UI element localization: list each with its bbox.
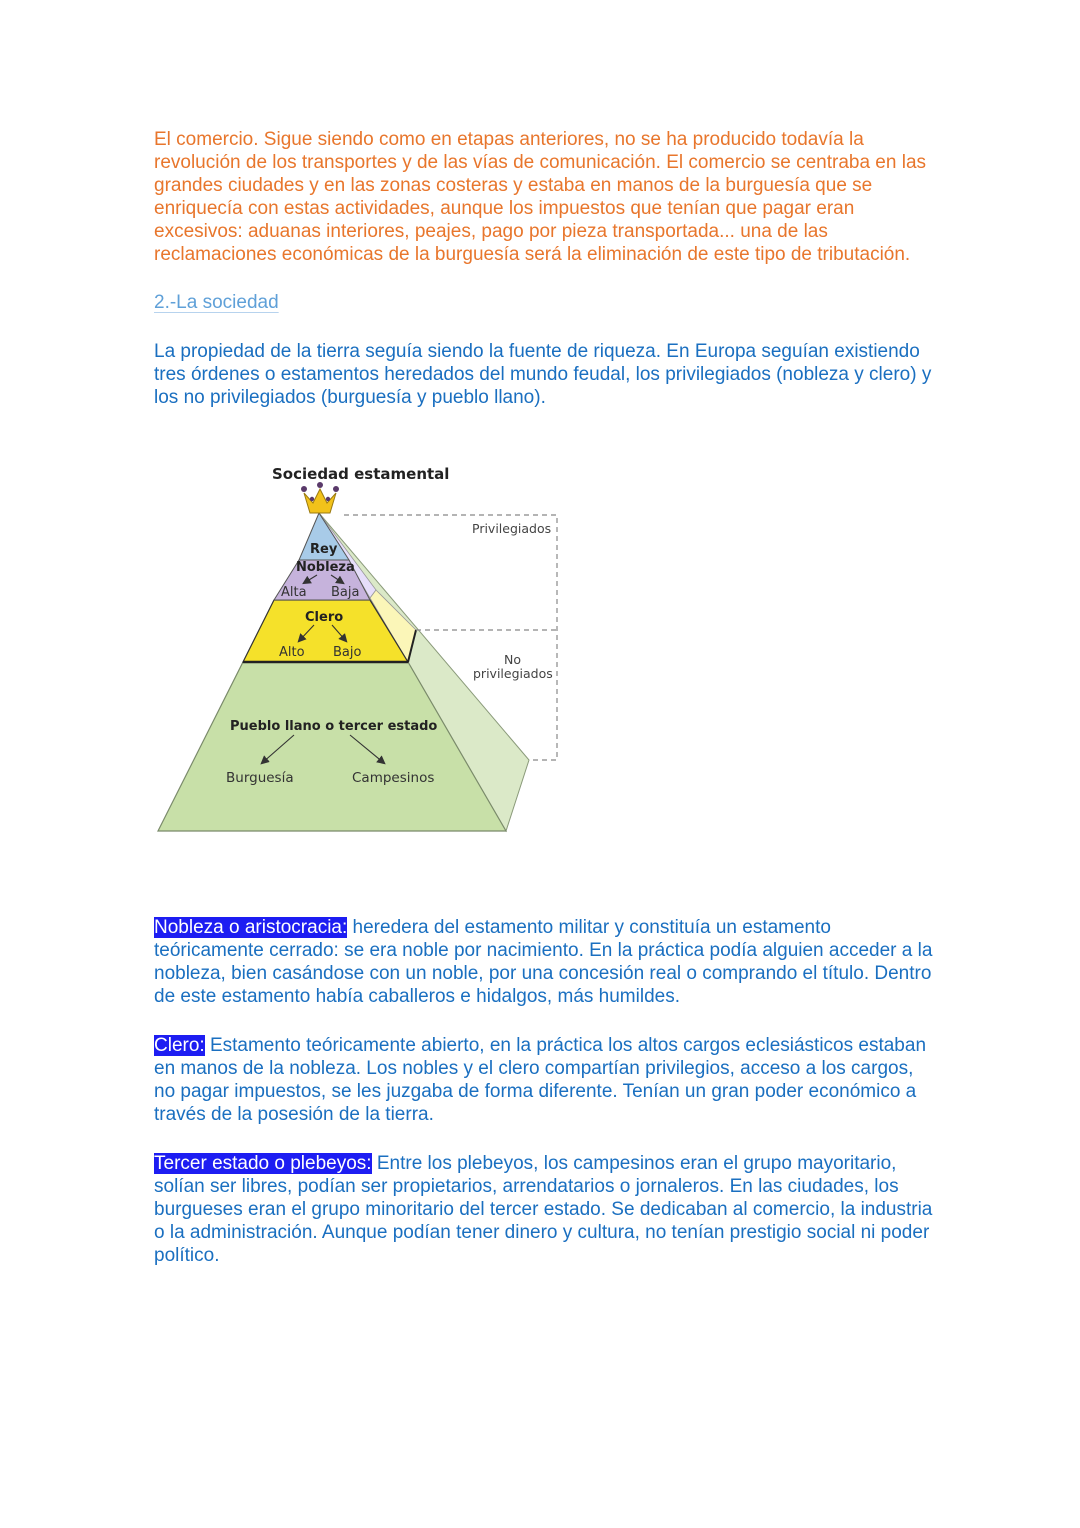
- pyramid-svg: [154, 455, 594, 840]
- bajo-label: Bajo: [333, 645, 362, 660]
- burguesia-label: Burguesía: [226, 770, 294, 786]
- document-page: [154, 128, 934, 409]
- tercer-term: Tercer estado o plebeyos:: [154, 1153, 372, 1174]
- rey-label: Rey: [310, 542, 338, 557]
- no-privilegiados-label: privilegiados: [473, 666, 553, 681]
- clero-label: Clero: [305, 610, 344, 625]
- nobleza-paragraph: [154, 916, 934, 1008]
- intro-paragraph: La propiedad de la tierra seguía siendo la fuente de riqueza. En Europa seguían existiendo tres órdenes o estamentos heredados del mundo feudal, los privilegiados (nobleza y clero) y los no privilegiados (burguesía y pueblo llano).: [154, 341, 932, 408]
- section-heading: 2.-La sociedad: [154, 292, 279, 313]
- alta-label: Alta: [281, 585, 307, 600]
- clero-paragraph: [154, 1034, 934, 1126]
- crown-icon: [301, 482, 339, 513]
- estamental-pyramid-diagram: [154, 455, 594, 840]
- nobleza-label: Nobleza: [296, 560, 355, 575]
- clero-term: Clero:: [154, 1035, 205, 1056]
- nobleza-text: heredera del estamento militar y constituía un estamento teóricamente cerrado: se era noble por nacimiento. En la práctica podía alguien acceder a la nobleza, bien casándose con un noble, por una concesión real o comprando el título. Dentro de este estamento había caballeros e hidalgos, más humildes.: [154, 917, 933, 1007]
- tercer-paragraph: [154, 1152, 934, 1267]
- diagram-title: Sociedad estamental: [272, 465, 450, 483]
- clero-text: Estamento teóricamente abierto, en la práctica los altos cargos eclesiásticos estaban en manos de la nobleza. Los nobles y el clero compartían privilegios, acceso a los cargos, no pagar impuestos, se les juzgaba de forma diferente. Tenían un gran poder económico a través de la posesión de la tierra.: [154, 1035, 927, 1125]
- privilegiados-label: Privilegiados: [472, 521, 552, 536]
- nobleza-term: Nobleza o aristocracia:: [154, 917, 348, 938]
- baja-label: Baja: [331, 585, 360, 600]
- commerce-paragraph: El comercio. Sigue siendo como en etapas anteriores, no se ha producido todavía la revolución de los transportes y de las vías de comunicación. El comercio se centraba en las grandes ciudades y en las zonas costeras y estaba en manos de la burguesía que se enriquecía con estas actividades, aunque los impuestos que tenían que pagar eran excesivos: aduanas interiores, peajes, pago por pieza transportada... una de las reclamaciones económicas de la burguesía será la eliminación de este tipo de tributación.: [154, 129, 927, 265]
- estamentos-section: [154, 916, 934, 1267]
- campesinos-label: Campesinos: [352, 770, 435, 786]
- tercer-text: Entre los plebeyos, los campesinos eran el grupo mayoritario, solían ser libres, podían ser propietarios, arrendatarios o jornaleros. En las ciudades, los burgueses eran el grupo minoritario del tercer estado. Se dedicaban al comercio, la industria o la administración. Aunque podían tener dinero y cultura, no tenían prestigio social ni poder político.: [154, 1153, 933, 1266]
- alto-label: Alto: [279, 645, 305, 660]
- pueblo-label: Pueblo llano o tercer estado: [230, 719, 438, 734]
- no-label: No: [504, 652, 521, 667]
